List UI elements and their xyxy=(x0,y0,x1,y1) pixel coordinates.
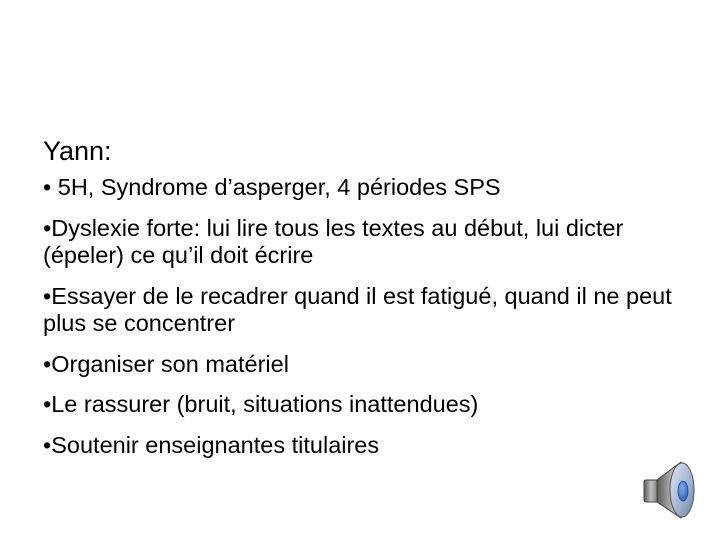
bullet-item: •Dyslexie forte: lui lire tous les textes au début, lui dicter (épeler) ce qu’il doit écrire xyxy=(43,214,624,268)
speaker-icon[interactable] xyxy=(641,458,701,522)
bullet-list xyxy=(43,174,693,459)
bullet-item: •Essayer de le recadrer quand il est fatigué, quand il ne peut plus se concentrer xyxy=(43,282,672,336)
bullet-item: •Organiser son matériel xyxy=(43,350,289,377)
slide-content xyxy=(43,131,693,459)
bullet-item: •Soutenir enseignantes titulaires xyxy=(43,431,380,458)
slide-title: Yann: xyxy=(43,136,112,166)
bullet-item: •Le rassurer (bruit, situations inattendues) xyxy=(43,391,479,417)
bullet-item: • 5H, Syndrome d’asperger, 4 périodes SPS xyxy=(43,174,501,200)
